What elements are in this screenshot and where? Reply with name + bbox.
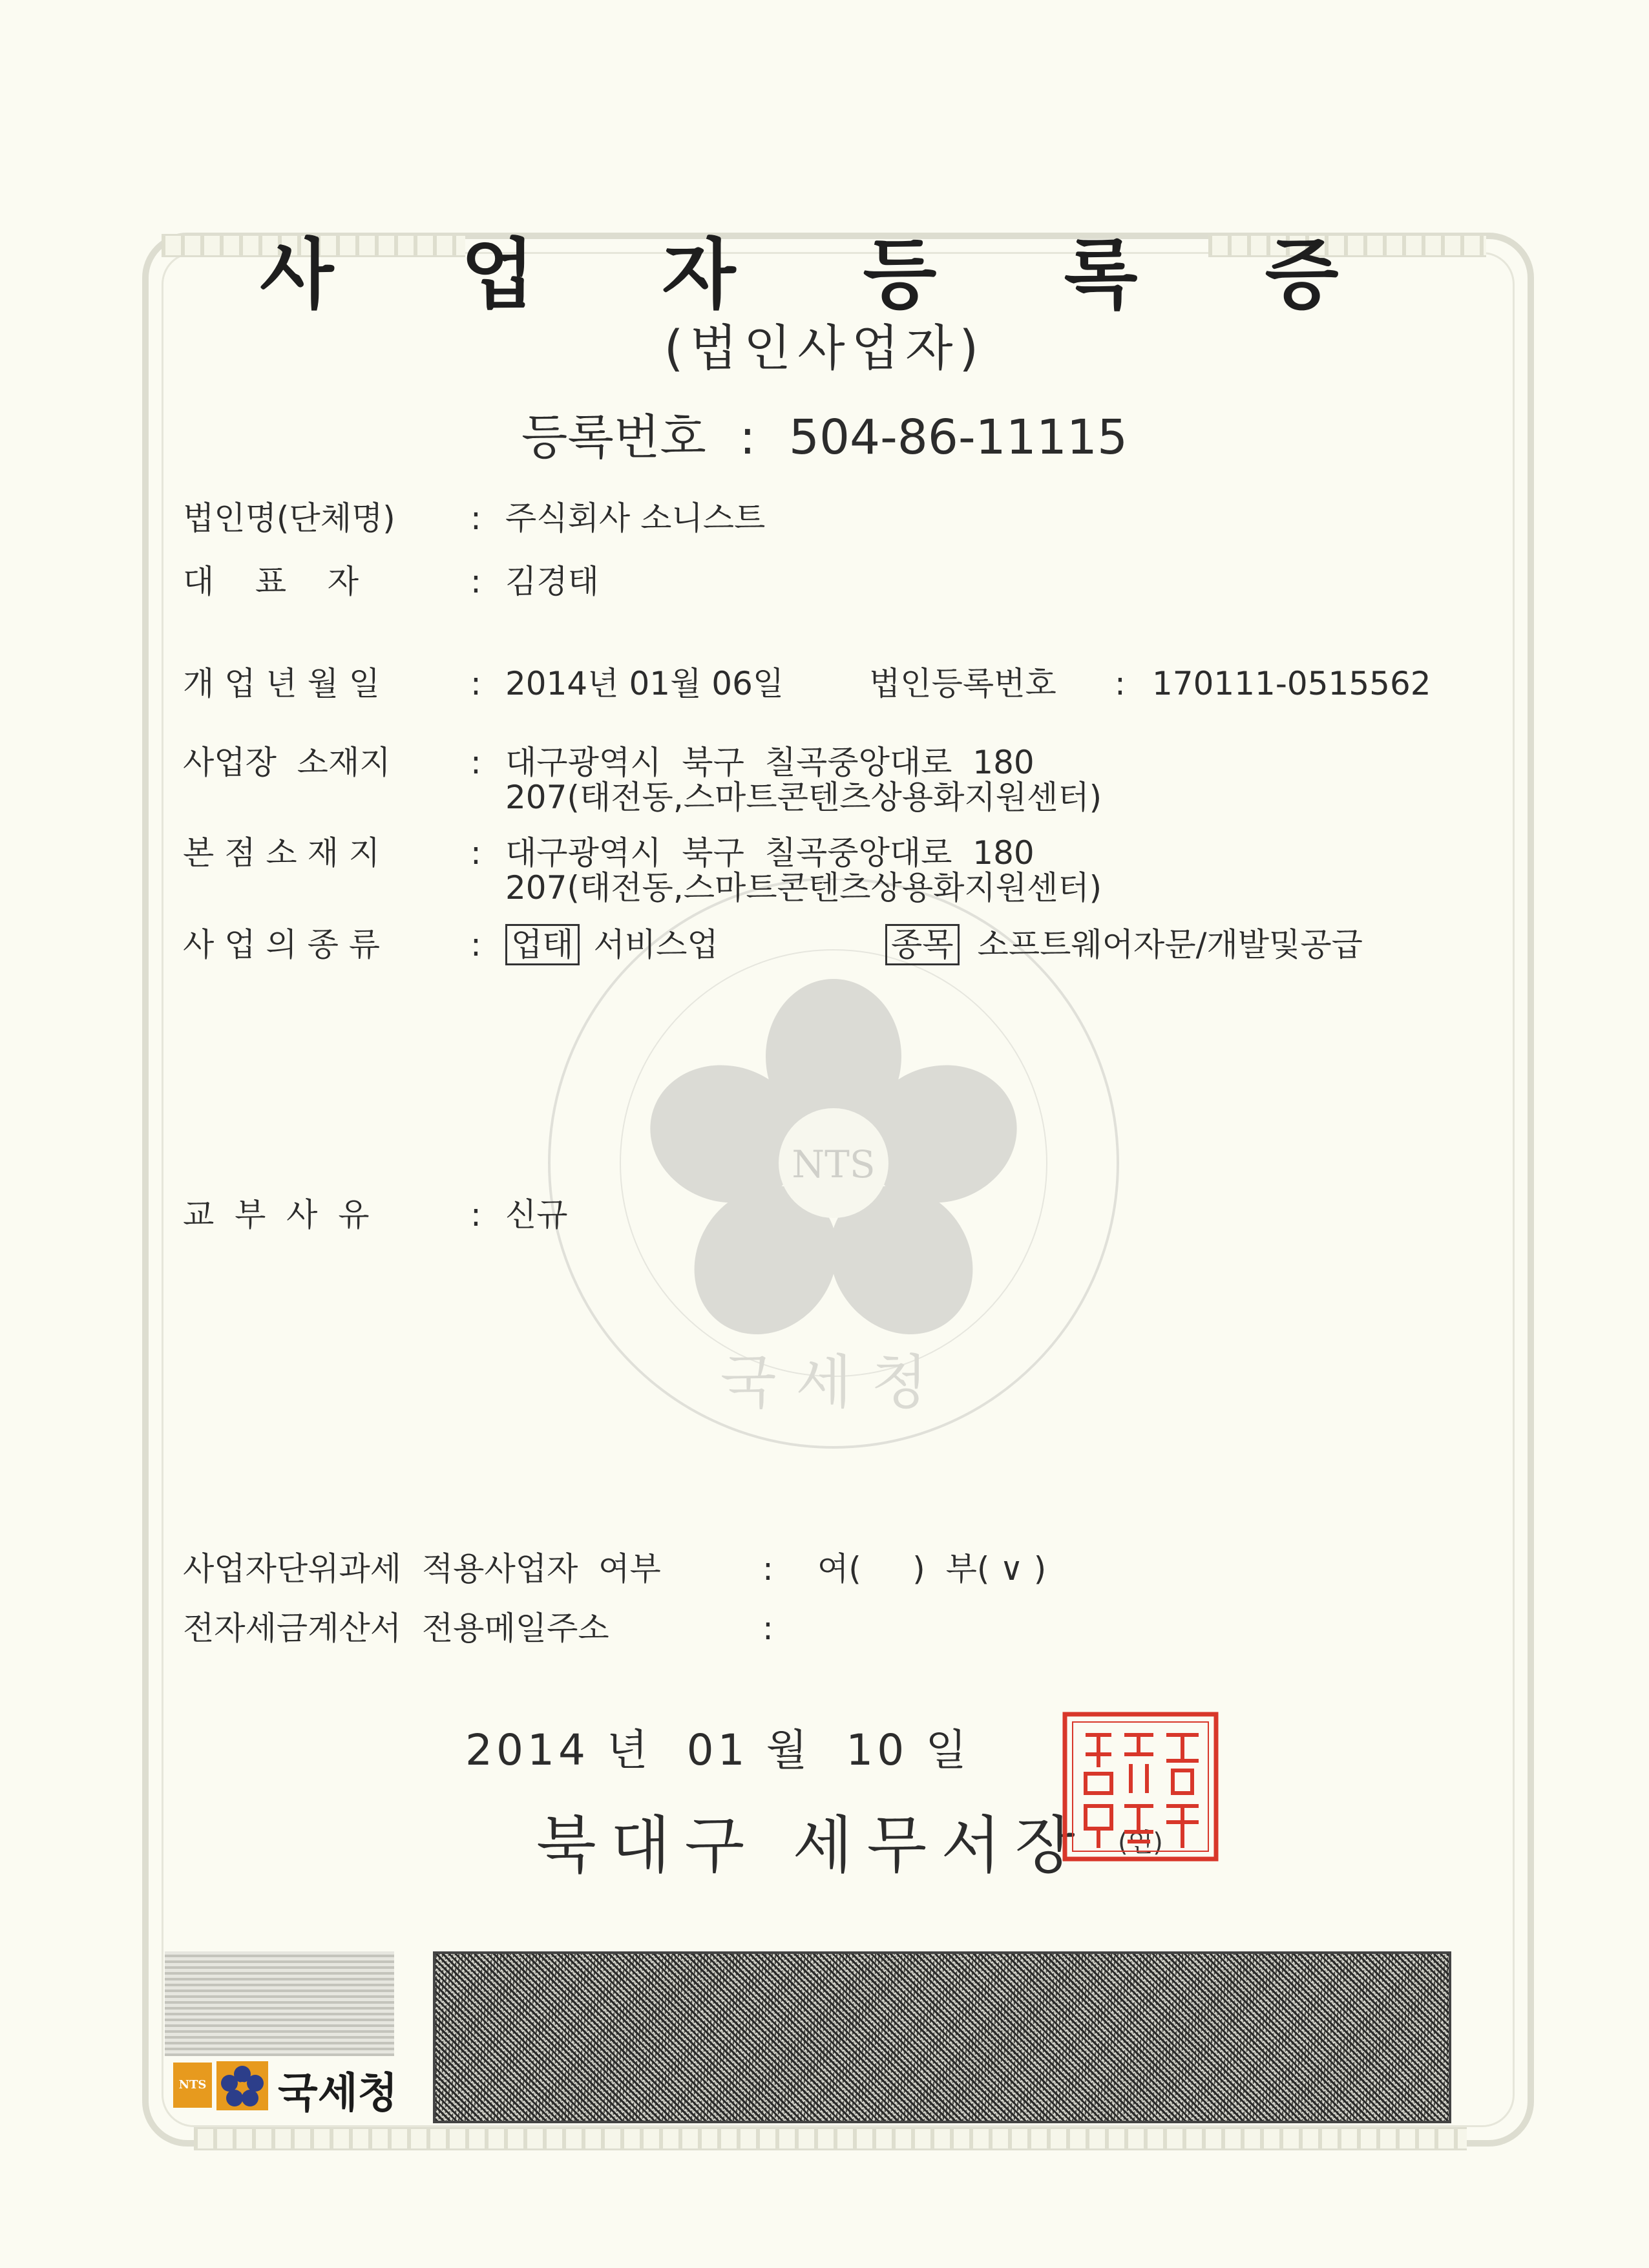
corp-reg-colon: : xyxy=(1115,665,1126,702)
business-category-box: 업태 xyxy=(505,924,580,965)
corp-reg-label: 법인등록번호 xyxy=(869,665,1056,702)
email-label: 전자세금계산서 전용메일주소 xyxy=(183,1610,609,1647)
document-subtitle: (법인사업자) xyxy=(664,319,985,377)
nts-logo-name: 국세청 xyxy=(278,2070,398,2117)
open-date-value: 2014년 01월 06일 xyxy=(505,665,784,702)
document-code-box xyxy=(165,1951,394,2056)
representative-value: 김경태 xyxy=(505,563,599,600)
business-type-line xyxy=(505,925,719,964)
business-location-line1: 대구광역시 북구 칠곡중앙대로 180 xyxy=(505,744,1035,781)
document-title: 사 업 자 등 록 증 xyxy=(260,230,1389,319)
watermark-emblem-text: NTS xyxy=(792,1142,876,1186)
official-seal xyxy=(1060,1709,1221,1864)
issue-reason-label: 교 부 사 유 xyxy=(183,1196,370,1234)
corp-name-label: 법인명(단체명) xyxy=(183,499,395,537)
head-office-line1: 대구광역시 북구 칠곡중앙대로 180 xyxy=(505,834,1035,872)
issue-reason-colon: : xyxy=(470,1196,481,1234)
nts-logo-abbr: NTS xyxy=(173,2063,212,2108)
business-item-line xyxy=(885,925,1363,964)
registration-label: 등록번호 xyxy=(521,410,706,465)
unit-tax-colon: : xyxy=(762,1550,773,1588)
seal-mark: (인) xyxy=(1118,1828,1163,1858)
nts-flower-icon xyxy=(216,2061,268,2110)
email-colon: : xyxy=(762,1610,773,1647)
registration-colon: : xyxy=(739,410,756,465)
business-location-label: 사업장 소재지 xyxy=(183,744,391,781)
business-item-value: 소프트웨어자문/개발및공급 xyxy=(977,926,1363,963)
business-type-colon: : xyxy=(470,926,481,963)
issue-date: 2014 년 01 월 10 일 xyxy=(465,1725,971,1775)
open-date-label: 개 업 년 월 일 xyxy=(183,665,381,702)
business-location-colon: : xyxy=(470,744,481,781)
border-pattern-bottom xyxy=(194,2127,1467,2150)
business-type-label: 사 업 의 종 류 xyxy=(183,926,381,963)
tax-office-name: 북대구 세무서장 xyxy=(536,1809,1089,1882)
business-item-box: 종목 xyxy=(885,924,960,965)
security-barcode xyxy=(433,1951,1451,2123)
nts-emblem-watermark xyxy=(543,879,1124,1460)
head-office-label: 본 점 소 재 지 xyxy=(183,834,381,872)
head-office-colon: : xyxy=(470,834,481,872)
corp-name-value: 주식회사 소니스트 xyxy=(505,499,766,537)
head-office-line2: 207(태전동,스마트콘텐츠상용화지원센터) xyxy=(505,869,1102,907)
issue-reason-value: 신규 xyxy=(505,1196,568,1234)
open-date-colon: : xyxy=(470,665,481,702)
registration-number-line xyxy=(0,399,1649,468)
corp-reg-value: 170111-0515562 xyxy=(1152,665,1431,702)
corp-name-colon: : xyxy=(470,499,481,537)
business-location-line2: 207(태전동,스마트콘텐츠상용화지원센터) xyxy=(505,779,1102,816)
registration-number: 504-86-11115 xyxy=(788,410,1128,465)
watermark-agency: 국세청 xyxy=(720,1349,947,1416)
unit-tax-value: 여( ) 부( ∨ ) xyxy=(817,1550,1047,1588)
representative-label: 대 표 자 xyxy=(183,563,359,600)
business-category-value: 서비스업 xyxy=(593,926,719,963)
representative-colon: : xyxy=(470,563,481,600)
unit-tax-label: 사업자단위과세 적용사업자 여부 xyxy=(183,1550,661,1588)
